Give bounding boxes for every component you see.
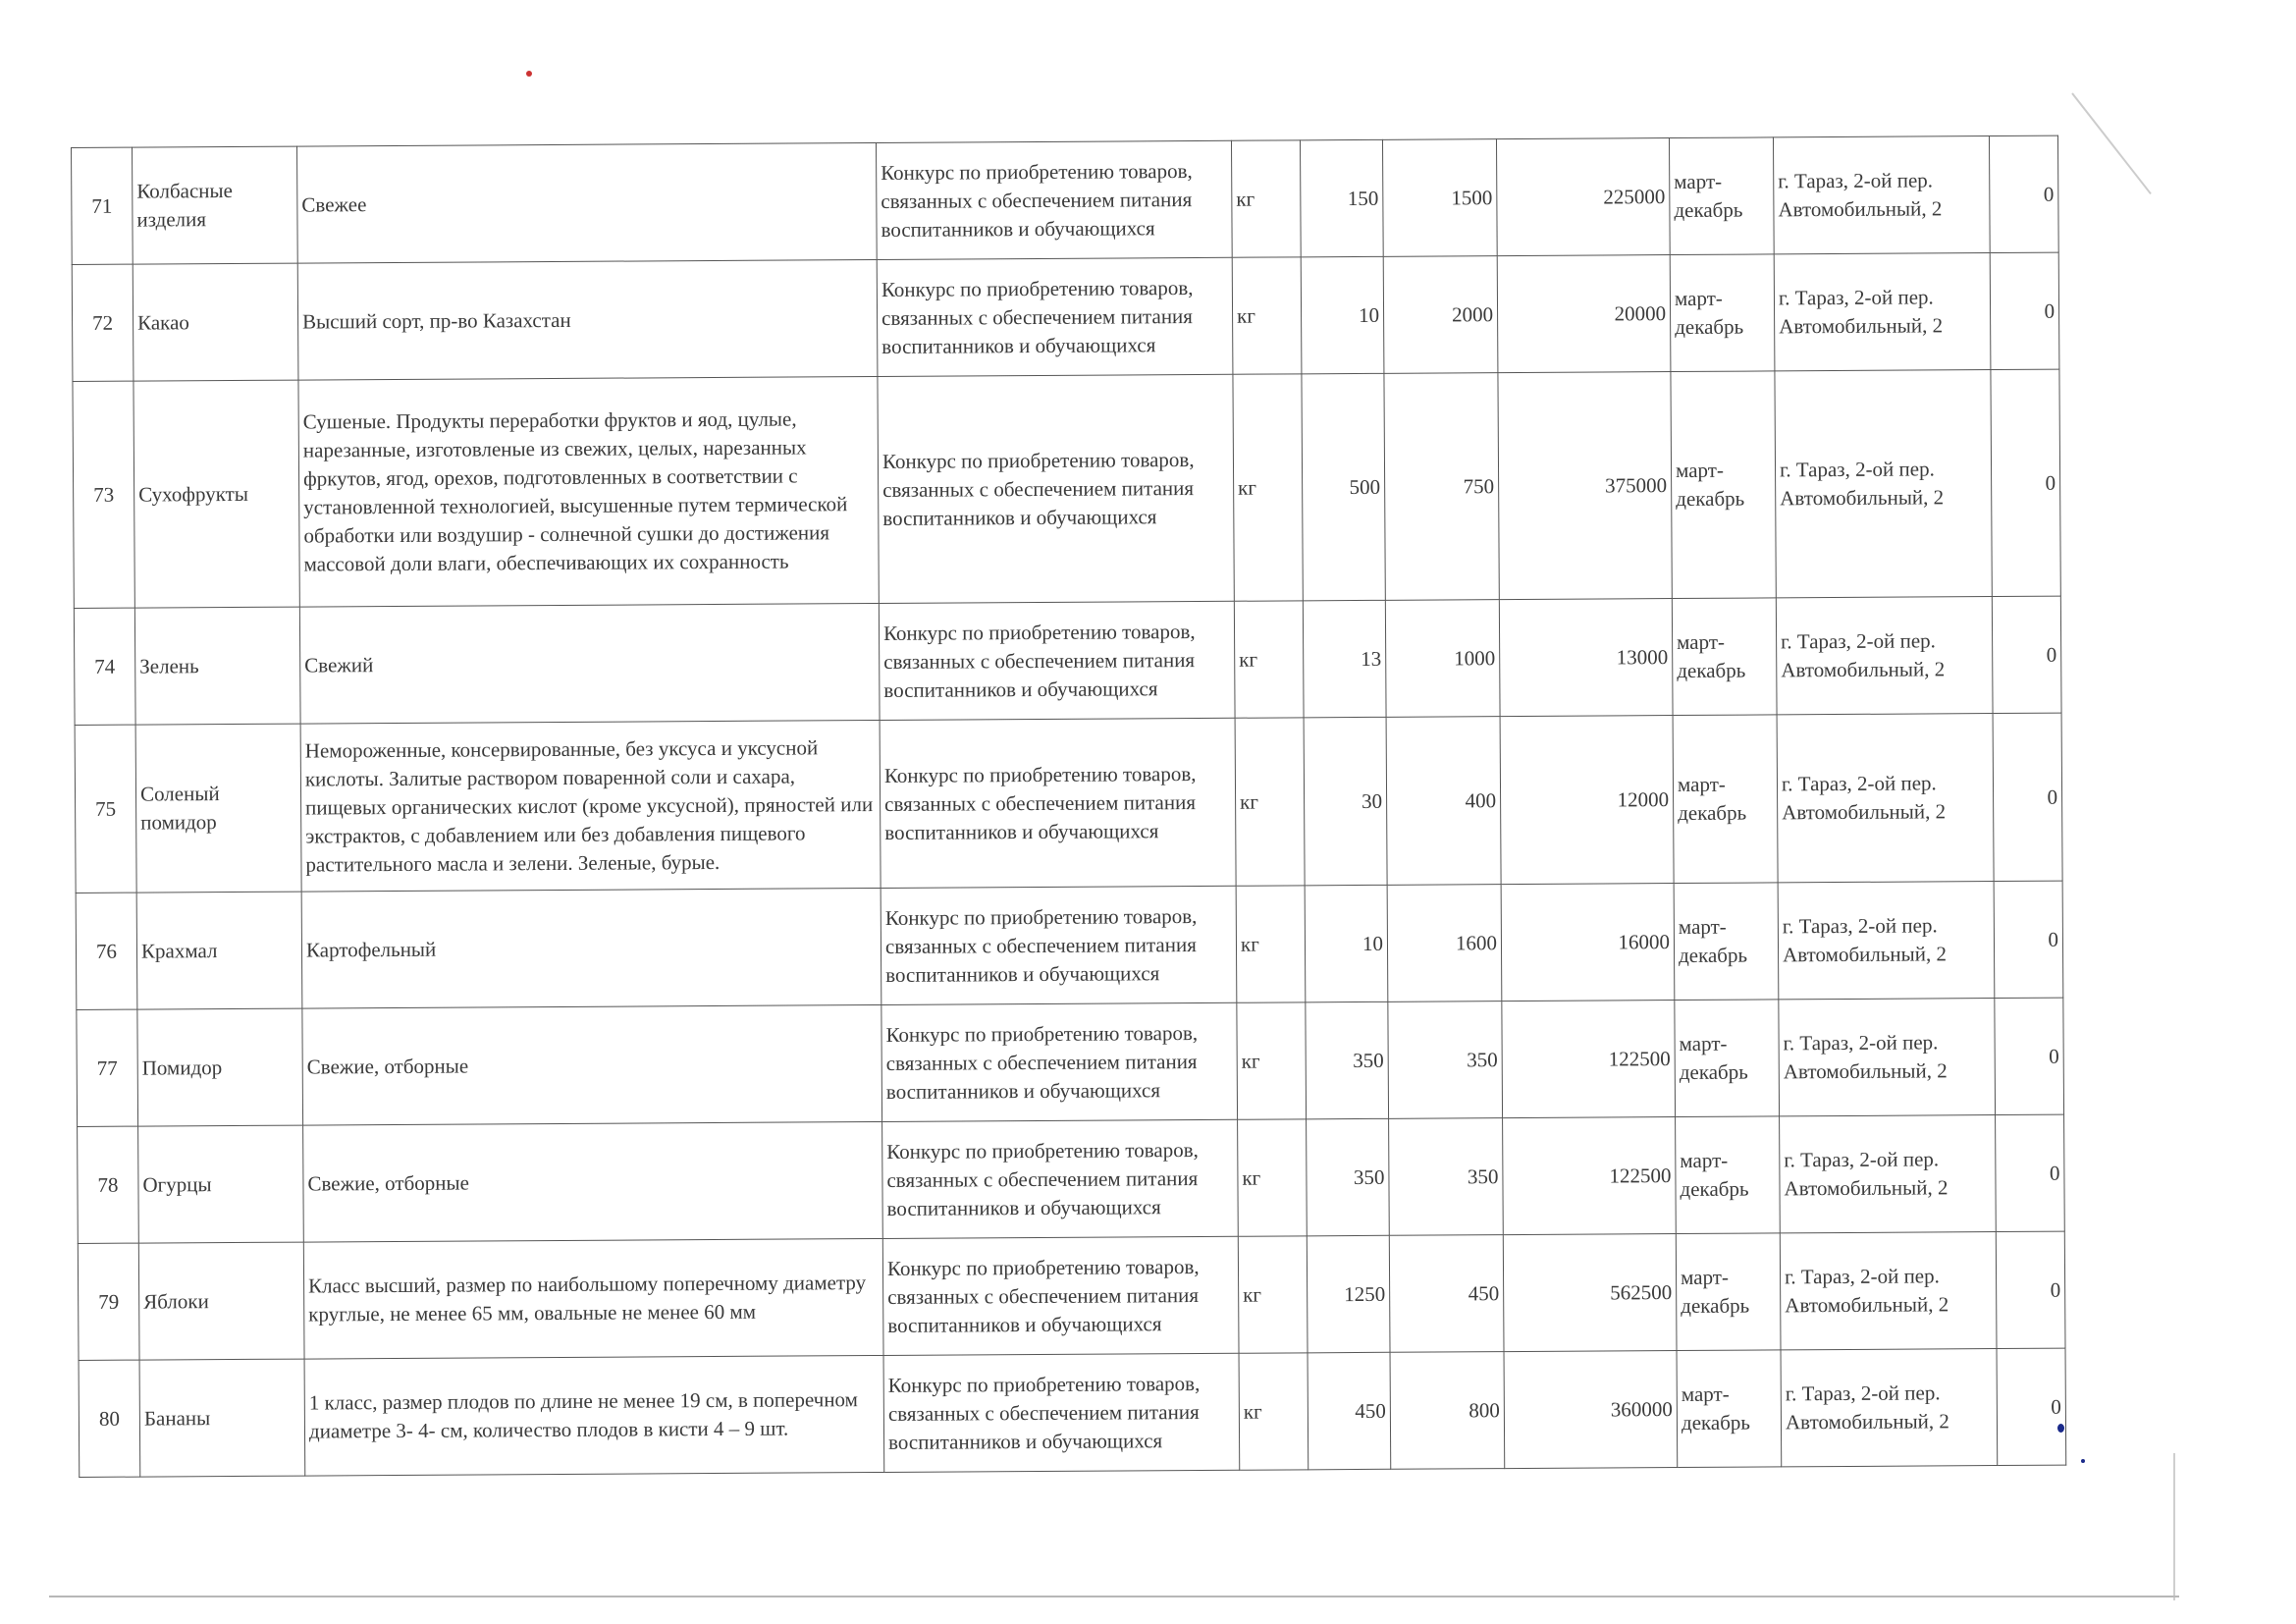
row-number: 78 xyxy=(78,1126,139,1243)
quantity: 30 xyxy=(1304,717,1387,886)
total-sum: 375000 xyxy=(1498,372,1672,600)
unit-price: 2000 xyxy=(1383,256,1498,374)
procurement-table xyxy=(71,135,2066,1478)
unit-price: 350 xyxy=(1388,1001,1503,1119)
quantity: 10 xyxy=(1301,256,1384,374)
delivery-period: март-декабрь xyxy=(1675,1000,1780,1117)
total-sum: 225000 xyxy=(1496,138,1670,256)
scan-edge xyxy=(2173,1453,2175,1600)
unit: кг xyxy=(1238,1119,1308,1236)
unit: кг xyxy=(1234,601,1304,718)
item-spec: Картофельный xyxy=(301,888,881,1008)
purchase-method: Конкурс по приобретению товаров, связанных с обеспечением питания воспитанников и обучающихся xyxy=(881,886,1237,1004)
row-number: 79 xyxy=(78,1243,139,1360)
total-sum: 20000 xyxy=(1497,255,1671,373)
total-sum: 12000 xyxy=(1500,716,1674,885)
table-row xyxy=(79,1348,2066,1477)
item-spec: Немороженные, консервированные, без уксуса и уксусной кислоты. Залитые раствором поваренной соли и сахара, пищевых органических кислот (кроме уксусной), пряностей или экстрактов, с добавлением или без добавления пищевого растительного масла и зелени. Зеленые, бурые. xyxy=(300,720,881,892)
advance-percent: 0 xyxy=(1996,1114,2065,1231)
unit: кг xyxy=(1239,1353,1308,1470)
advance-percent: 0 xyxy=(1992,596,2061,713)
unit: кг xyxy=(1237,1002,1307,1119)
unit: кг xyxy=(1233,374,1303,601)
delivery-place: г. Тараз, 2-ой пер. Автомобильный, 2 xyxy=(1777,714,1994,883)
purchase-method: Конкурс по приобретению товаров, связанных с обеспечением питания воспитанников и обучающихся xyxy=(876,140,1232,259)
unit: кг xyxy=(1236,886,1306,1002)
purchase-method: Конкурс по приобретению товаров, связанных с обеспечением питания воспитанников и обучающихся xyxy=(880,718,1236,888)
item-name: Соленый помидор xyxy=(135,724,301,893)
fold-line xyxy=(2071,92,2152,194)
item-spec: Свежие, отборные xyxy=(303,1121,883,1242)
unit: кг xyxy=(1238,1236,1308,1353)
delivery-period: март-декабрь xyxy=(1676,1116,1781,1234)
row-number: 71 xyxy=(72,147,133,264)
table-row xyxy=(78,1231,2065,1360)
item-name: Зелень xyxy=(134,607,300,725)
advance-percent: 0 xyxy=(1993,713,2062,881)
quantity: 350 xyxy=(1307,1118,1390,1236)
delivery-period: март-декабрь xyxy=(1671,371,1776,599)
delivery-place: г. Тараз, 2-ой пер. Автомобильный, 2 xyxy=(1775,370,1992,598)
quantity: 450 xyxy=(1308,1352,1391,1470)
item-name: Крахмал xyxy=(136,892,302,1009)
delivery-period: март-декабрь xyxy=(1670,254,1775,372)
table-row xyxy=(76,881,2063,1009)
item-name: Колбасные изделия xyxy=(133,146,298,264)
item-name: Бананы xyxy=(139,1359,305,1477)
table-row xyxy=(74,596,2061,725)
total-sum: 13000 xyxy=(1499,599,1673,717)
delivery-place: г. Тараз, 2-ой пер. Автомобильный, 2 xyxy=(1779,999,1996,1116)
scan-edge xyxy=(49,1596,2179,1597)
quantity: 150 xyxy=(1300,139,1383,257)
item-spec: Сушеные. Продукты переработки фруктов и яод, цулые, нарезанные, изготовленые из свежих, целых, нарезанных фркутов, ягод, орехов, подготовленных в соответствии с установленной технологией, высушенные путем термической обработки или воздушир - солнечной сушки до достижения массовой доли влаги, обеспечивающих их сохранность xyxy=(298,376,879,607)
quantity: 350 xyxy=(1306,1001,1389,1119)
total-sum: 360000 xyxy=(1504,1351,1678,1469)
purchase-method: Конкурс по приобретению товаров, связанных с обеспечением питания воспитанников и обучающихся xyxy=(882,1236,1239,1355)
delivery-period: март-декабрь xyxy=(1677,1350,1782,1468)
purchase-method: Конкурс по приобретению товаров, связанных с обеспечением питания воспитанников и обучающихся xyxy=(883,1353,1240,1472)
table-row xyxy=(77,998,2064,1126)
scan-speck xyxy=(2081,1459,2085,1463)
table-row xyxy=(78,1114,2065,1243)
quantity: 1250 xyxy=(1307,1235,1390,1353)
delivery-period: март-декабрь xyxy=(1676,1233,1781,1351)
delivery-period: март-декабрь xyxy=(1673,715,1778,884)
delivery-period: март-декабрь xyxy=(1672,598,1777,716)
delivery-place: г. Тараз, 2-ой пер. Автомобильный, 2 xyxy=(1776,597,1993,715)
item-spec: 1 класс, размер плодов по длине не менее 19 см, в поперечном диаметре 3- 4- см, количество плодов в кисти 4 – 9 шт. xyxy=(304,1355,884,1476)
unit-price: 800 xyxy=(1390,1352,1505,1470)
quantity: 500 xyxy=(1302,373,1385,601)
unit: кг xyxy=(1235,718,1305,886)
total-sum: 16000 xyxy=(1501,884,1675,1001)
delivery-place: г. Тараз, 2-ой пер. Автомобильный, 2 xyxy=(1773,136,1990,254)
row-number: 73 xyxy=(73,381,134,608)
advance-percent: 0 xyxy=(1996,1231,2065,1348)
table-row xyxy=(72,252,2059,381)
purchase-method: Конкурс по приобретению товаров, связанных с обеспечением питания воспитанников и обучающихся xyxy=(881,1002,1238,1121)
unit-price: 750 xyxy=(1384,373,1499,601)
item-name: Помидор xyxy=(137,1008,303,1126)
unit-price: 1600 xyxy=(1387,885,1502,1002)
advance-percent: 0 xyxy=(1991,369,2060,596)
item-name: Сухофрукты xyxy=(133,380,299,608)
table-row xyxy=(72,135,2059,264)
row-number: 74 xyxy=(74,608,135,725)
delivery-place: г. Тараз, 2-ой пер. Автомобильный, 2 xyxy=(1780,1115,1997,1233)
unit-price: 350 xyxy=(1389,1118,1504,1236)
unit: кг xyxy=(1232,257,1302,374)
item-spec: Свежее xyxy=(296,142,877,263)
total-sum: 122500 xyxy=(1502,1001,1676,1118)
delivery-place: г. Тараз, 2-ой пер. Автомобильный, 2 xyxy=(1781,1349,1998,1467)
item-spec: Свежий xyxy=(299,603,880,724)
total-sum: 122500 xyxy=(1503,1117,1677,1235)
quantity: 10 xyxy=(1305,885,1388,1002)
delivery-place: г. Тараз, 2-ой пер. Автомобильный, 2 xyxy=(1778,882,1995,1000)
purchase-method: Конкурс по приобретению товаров, связанных с обеспечением питания воспитанников и обучающихся xyxy=(878,374,1234,603)
delivery-period: март-декабрь xyxy=(1674,883,1779,1001)
unit: кг xyxy=(1231,140,1301,257)
delivery-period: март-декабрь xyxy=(1669,137,1774,255)
item-name: Огурцы xyxy=(138,1125,304,1243)
advance-percent: 0 xyxy=(1995,998,2064,1114)
advance-percent: 0 xyxy=(1989,135,2058,252)
total-sum: 562500 xyxy=(1503,1234,1677,1352)
unit-price: 400 xyxy=(1386,717,1501,886)
advance-percent: 0 xyxy=(1997,1348,2066,1465)
purchase-method: Конкурс по приобретению товаров, связанных с обеспечением питания воспитанников и обучающихся xyxy=(879,601,1235,720)
table-row xyxy=(73,369,2060,608)
advance-percent: 0 xyxy=(1994,881,2063,998)
delivery-place: г. Тараз, 2-ой пер. Автомобильный, 2 xyxy=(1774,253,1991,371)
unit-price: 450 xyxy=(1389,1235,1504,1353)
purchase-method: Конкурс по приобретению товаров, связанных с обеспечением питания воспитанников и обучающихся xyxy=(877,257,1233,376)
row-number: 72 xyxy=(72,264,133,381)
row-number: 77 xyxy=(77,1009,138,1126)
row-number: 80 xyxy=(79,1360,140,1477)
table-row xyxy=(75,713,2062,893)
unit-price: 1500 xyxy=(1382,139,1497,257)
item-spec: Высший сорт, пр-во Казахстан xyxy=(297,259,878,380)
item-name: Какао xyxy=(133,263,298,381)
quantity: 13 xyxy=(1303,600,1386,718)
item-name: Яблоки xyxy=(138,1242,304,1360)
advance-percent: 0 xyxy=(1990,252,2059,369)
item-spec: Класс высший, размер по наибольшому поперечному диаметру круглые, не менее 65 мм, овальные не менее 60 мм xyxy=(303,1238,883,1359)
purchase-method: Конкурс по приобретению товаров, связанных с обеспечением питания воспитанников и обучающихся xyxy=(882,1119,1239,1238)
row-number: 76 xyxy=(76,893,137,1009)
item-spec: Свежие, отборные xyxy=(302,1004,882,1125)
unit-price: 1000 xyxy=(1385,600,1500,718)
delivery-place: г. Тараз, 2-ой пер. Автомобильный, 2 xyxy=(1780,1232,1997,1350)
scan-speck xyxy=(526,71,532,77)
row-number: 75 xyxy=(75,725,136,893)
